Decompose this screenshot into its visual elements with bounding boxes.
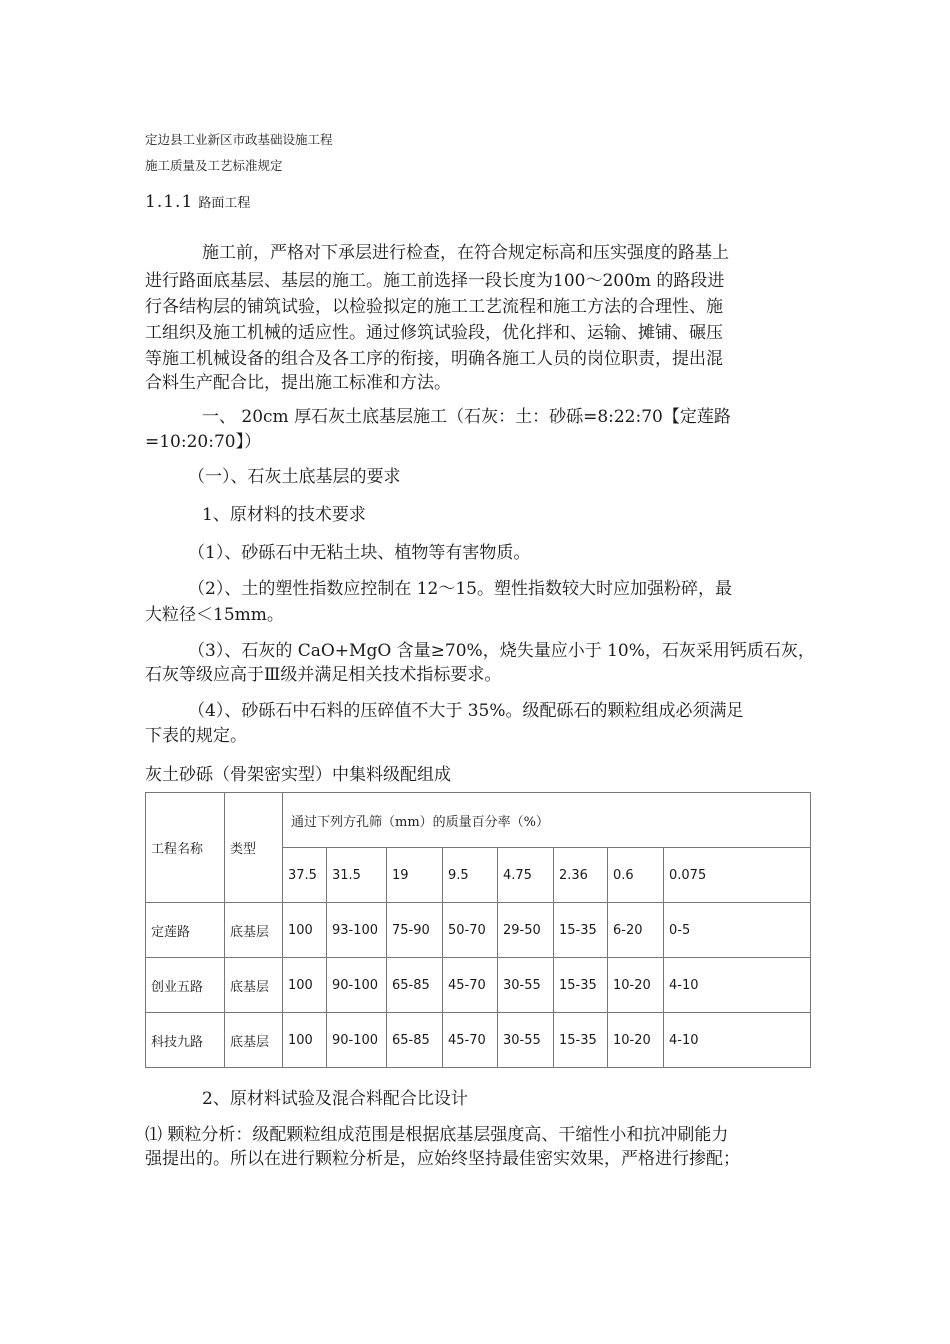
header-project-name: 工程名称 bbox=[146, 793, 225, 903]
subheading-materials: 1、原材料的技术要求 bbox=[202, 505, 366, 525]
table-row bbox=[146, 958, 811, 1013]
paragraph-line: 工组织及施工机械的适应性。通过修筑试验段，优化拌和、运输、摊铺、碾压 bbox=[145, 323, 723, 343]
header-sieve-group: 通过下列方孔筛（mm）的质量百分率（%） bbox=[283, 793, 811, 848]
table-cell: 30-55 bbox=[498, 1013, 554, 1068]
table-cell: 15-35 bbox=[554, 958, 608, 1013]
paragraph-line: 施工前，严格对下承层进行检查，在符合规定标高和压实强度的路基上 bbox=[202, 243, 729, 263]
table-cell: 4-10 bbox=[664, 1013, 811, 1068]
row-type: 底基层 bbox=[225, 1013, 283, 1068]
table-cell: 30-55 bbox=[498, 958, 554, 1013]
table-cell: 15-35 bbox=[554, 1013, 608, 1068]
row-name: 定莲路 bbox=[146, 903, 225, 958]
paragraph-line: 行各结构层的铺筑试验，以检验拟定的施工工艺流程和施工方法的合理性、施 bbox=[145, 297, 723, 317]
table-cell: 6-20 bbox=[608, 903, 664, 958]
row-type: 底基层 bbox=[225, 903, 283, 958]
table-title: 灰土砂砾（骨架密实型）中集料级配组成 bbox=[145, 765, 451, 785]
sieve-size: 9.5 bbox=[443, 848, 498, 903]
section-heading bbox=[145, 192, 250, 212]
analysis-paragraph-line: 强提出的。所以在进行颗粒分析是，应始终坚持最佳密实效果，严格进行掺配； bbox=[145, 1149, 740, 1169]
table-cell: 10-20 bbox=[608, 1013, 664, 1068]
requirement-item: （1）、砂砾石中无粘土块、植物等有害物质。 bbox=[188, 543, 531, 563]
table-cell: 45-70 bbox=[443, 1013, 498, 1068]
requirement-item-cont: 下表的规定。 bbox=[145, 726, 247, 746]
table-cell: 15-35 bbox=[554, 903, 608, 958]
paragraph-line: 进行路面底基层、基层的施工。施工前选择一段长度为100～200m 的路段进 bbox=[145, 271, 725, 291]
table-row bbox=[146, 1013, 811, 1068]
table-cell: 0-5 bbox=[664, 903, 811, 958]
requirement-item: （4）、砂砾石中石料的压碎值不大于 35%。级配砾石的颗粒组成必须满足 bbox=[188, 701, 744, 721]
table-cell: 65-85 bbox=[387, 958, 443, 1013]
table-cell: 10-20 bbox=[608, 958, 664, 1013]
table-cell: 75-90 bbox=[387, 903, 443, 958]
paragraph-line: 等施工机械设备的组合及各工序的衔接，明确各施工人员的岗位职责，提出混 bbox=[145, 349, 723, 369]
row-type: 底基层 bbox=[225, 958, 283, 1013]
subheading-mix-design: 2、原材料试验及混合料配合比设计 bbox=[202, 1089, 468, 1109]
sieve-size: 4.75 bbox=[498, 848, 554, 903]
document-subtitle: 施工质量及工艺标准规定 bbox=[145, 158, 283, 173]
row-name: 创业五路 bbox=[146, 958, 225, 1013]
table-cell: 90-100 bbox=[327, 1013, 387, 1068]
sieve-size: 0.075 bbox=[664, 848, 811, 903]
sieve-size: 31.5 bbox=[327, 848, 387, 903]
gradation-table bbox=[145, 792, 811, 1068]
requirement-item-cont: 大粒径＜15mm。 bbox=[145, 605, 284, 625]
table-row bbox=[146, 903, 811, 958]
table-cell: 100 bbox=[283, 958, 327, 1013]
sieve-size: 19 bbox=[387, 848, 443, 903]
requirement-item: （2）、土的塑性指数应控制在 12～15。塑性指数较大时应加强粉碎，最 bbox=[188, 579, 732, 599]
heading-limestone-base: 一、 20cm 厚石灰土底基层施工（石灰：土：砂砾=8:22:70【定莲路 bbox=[202, 407, 731, 427]
table-cell: 100 bbox=[283, 903, 327, 958]
requirement-item-cont: 石灰等级应高于Ⅲ级并满足相关技术指标要求。 bbox=[145, 665, 502, 685]
table-header-row bbox=[146, 793, 811, 848]
section-number: 1.1.1 bbox=[145, 192, 194, 212]
paragraph-line: 合料生产配合比，提出施工标准和方法。 bbox=[145, 373, 451, 393]
row-name: 科技九路 bbox=[146, 1013, 225, 1068]
sieve-size: 37.5 bbox=[283, 848, 327, 903]
table-cell: 93-100 bbox=[327, 903, 387, 958]
table-cell: 50-70 bbox=[443, 903, 498, 958]
table-cell: 65-85 bbox=[387, 1013, 443, 1068]
requirement-item: （3）、石灰的 CaO+MgO 含量≥70%，烧失量应小于 10%，石灰采用钙质石灰， bbox=[188, 641, 815, 661]
table-cell: 100 bbox=[283, 1013, 327, 1068]
sieve-size: 2.36 bbox=[554, 848, 608, 903]
subheading-requirements: （一）、石灰土底基层的要求 bbox=[188, 467, 401, 487]
table-cell: 4-10 bbox=[664, 958, 811, 1013]
table-cell: 45-70 bbox=[443, 958, 498, 1013]
project-title: 定边县工业新区市政基础设施工程 bbox=[145, 132, 333, 147]
table-cell: 29-50 bbox=[498, 903, 554, 958]
table-cell: 90-100 bbox=[327, 958, 387, 1013]
sieve-size: 0.6 bbox=[608, 848, 664, 903]
header-type: 类型 bbox=[225, 793, 283, 903]
analysis-paragraph-line: ⑴ 颗粒分析：级配颗粒组成范围是根据底基层强度高、干缩性小和抗冲刷能力 bbox=[145, 1125, 729, 1145]
section-title: 路面工程 bbox=[198, 196, 251, 211]
heading-limestone-base-cont: =10:20:70】） bbox=[145, 432, 262, 452]
